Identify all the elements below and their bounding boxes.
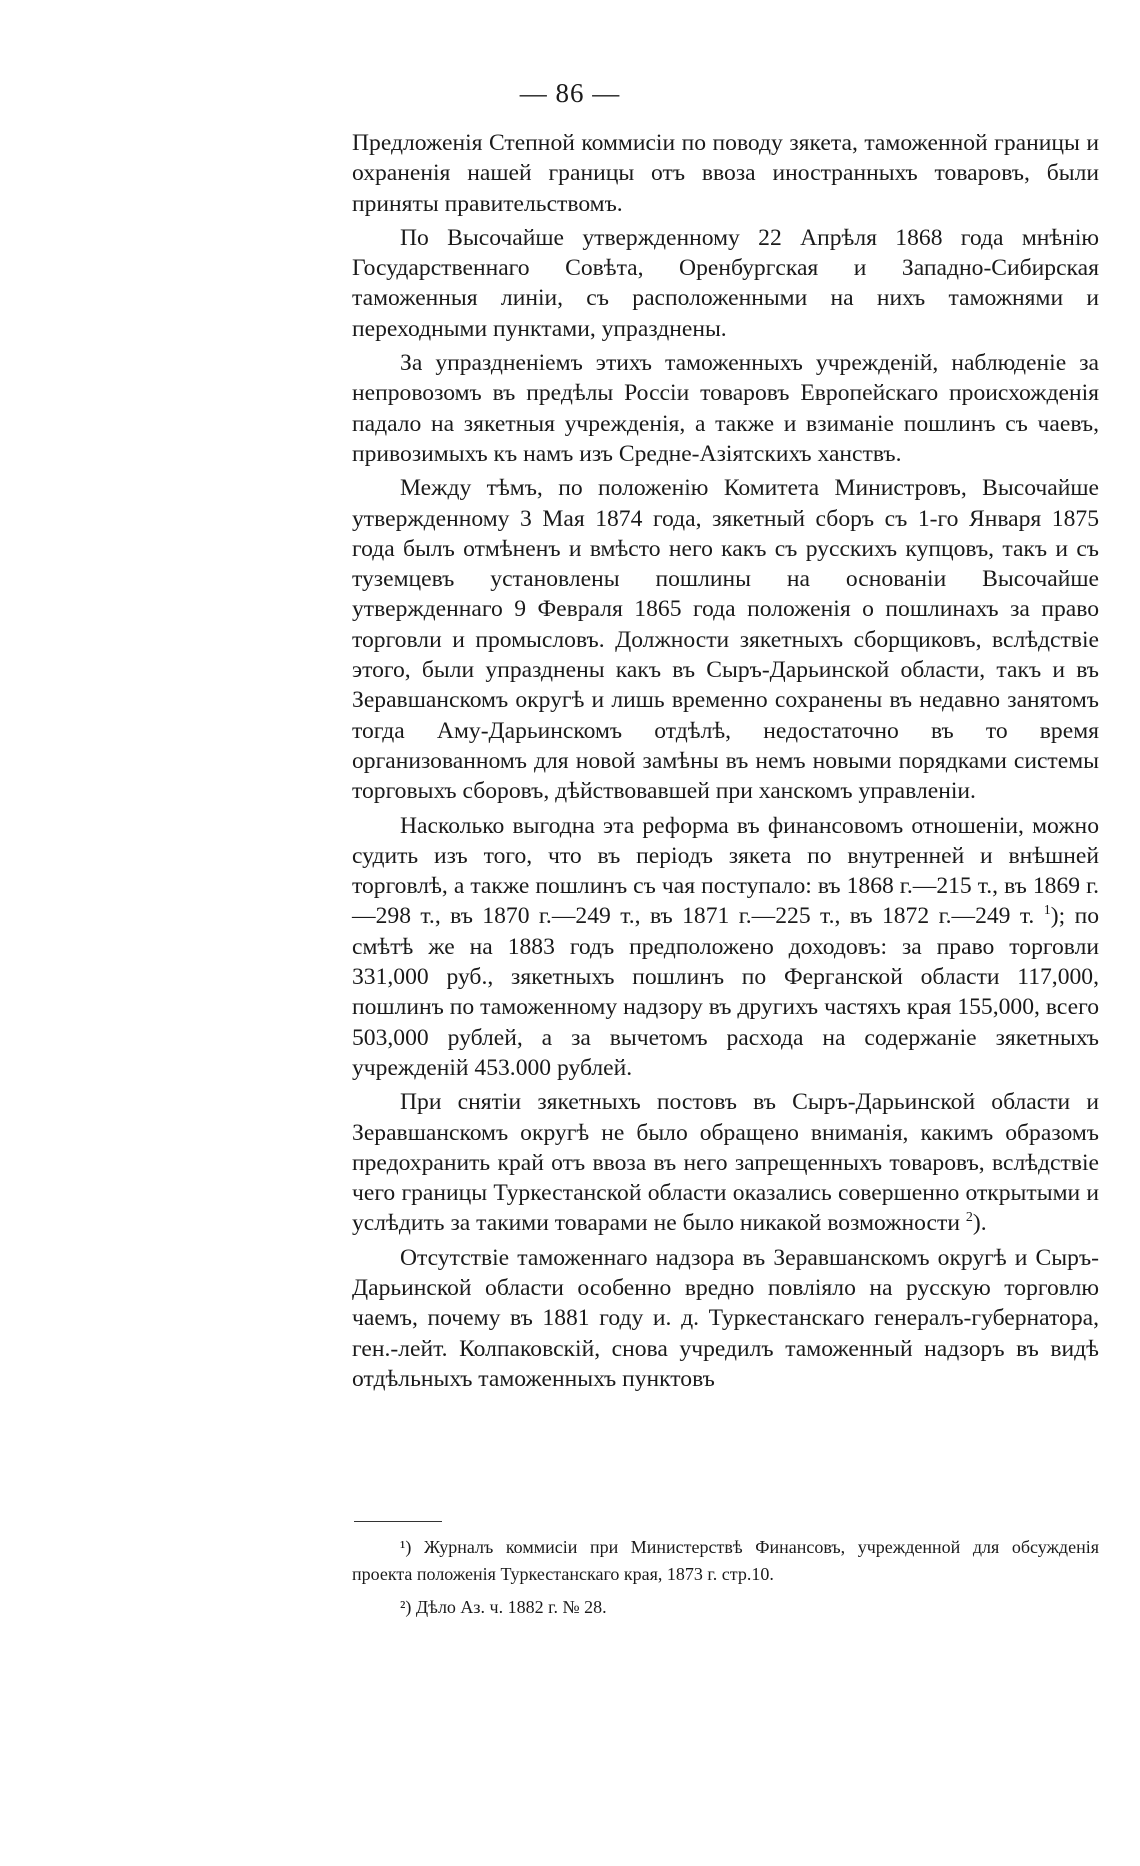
page-number: — 86 —	[519, 78, 621, 108]
footnote-marker: 1	[1043, 903, 1051, 919]
footnote-divider	[354, 1521, 442, 1522]
paragraph: За упраздненіемъ этихъ таможенныхъ учрежденій, наблюденіе за непровозомъ въ предѣлы Россіи товаровъ Европейскаго происхожденія падало на зякетныя учрежденія, а также и взиманіе пошлинъ съ чаевъ, привозимыхъ къ намъ изъ Средне-Азіятскихъ ханствъ.	[352, 350, 1099, 467]
paragraph-border	[352, 1087, 1099, 1238]
footnotes	[352, 1534, 1099, 1627]
paragraph-text: При снятіи зякетныхъ постовъ въ Сыръ-Дарьинской области и Зеравшанскомъ округѣ не было обращено вниманія, какимъ образомъ предохранить край отъ ввоза въ него запрещенныхъ товаровъ, вслѣдствіе чего границы Туркестанской области оказались совершенно открытыми и услѣдить за такими товарами не было никакой возможности	[352, 1089, 1099, 1237]
paragraph: По Высочайше утвержденному 22 Апрѣля 1868 года мнѣнію Государственнаго Совѣта, Оренбургская и Западно-Сибирская таможенныя линіи, съ расположенными на нихъ таможнями и переходными пунктами, упразднены.	[352, 224, 1099, 342]
paragraph: Между тѣмъ, по положенію Комитета Министровъ, Высочайше утвержденному 3 Мая 1874 года, зякетный сборъ съ 1-го Января 1875 года былъ отмѣненъ и вмѣсто него какъ съ русскихъ купцовъ, такъ и съ туземцевъ установлены пошлины на основаніи Высочайше утвержденнаго 9 Февраля 1865 года положенія о пошлинахъ за право торговли и промысловъ. Должности зякетныхъ сборщиковъ, вслѣдствіе этого, были упразднены какъ въ Сыръ-Дарьинской области, такъ и въ Зеравшанскомъ округѣ и лишь временно сохранены въ недавно занятомъ тогда Аму-Дарьинскомъ отдѣлѣ, недостаточно въ то время организованномъ для новой замѣны въ немъ новыми порядками системы торговыхъ сборовъ, дѣйствовавшей при ханскомъ управленіи.	[352, 475, 1099, 805]
footnote: ²) Дѣло Аз. ч. 1882 г. № 28.	[400, 1597, 607, 1617]
paragraph: Предложенія Степной коммисіи по поводу зякета, таможенной границы и охраненія нашей границы отъ ввоза иностранныхъ товаровъ, были приняты правительствомъ.	[352, 130, 1099, 217]
paragraph-text: ); по смѣтѣ же на 1883 годъ предположено доходовъ: за право торговли 331,000 руб., зякетныхъ пошлинъ по Ферганской области 117,000, пошлинъ по таможенному надзору въ другихъ частяхъ края 155,000, всего 503,000 рублей, а за вычетомъ расхода на содержаніе зякетныхъ учрежденій 453.000 рублей.	[352, 903, 1099, 1081]
paragraph: Отсутствіе таможеннаго надзора въ Зеравшанскомъ округѣ и Сыръ-Дарьинской области особенно вредно повліяло на русскую торговлю чаемъ, почему въ 1881 году и. д. Туркестанскаго генералъ-губернатора, ген.-лейт. Колпаковскій, снова учредилъ таможенный надзоръ въ видѣ отдѣльныхъ таможенныхъ пунктовъ	[352, 1244, 1099, 1392]
paragraph-reform	[352, 811, 1099, 1084]
main-text	[352, 128, 1099, 1398]
paragraph-text: Насколько выгодна эта реформа въ финансовомъ отношеніи, можно судить изъ того, что въ періодъ зякета по внутренней и внѣшней торговлѣ, а также пошлинъ съ чая поступало: въ 1868 г.—215 т., въ 1869 г.—298 т., въ 1870 г.—249 т., въ 1871 г.—225 т., въ 1872 г.—249 т.	[352, 812, 1099, 930]
paragraph-text: ).	[972, 1210, 987, 1237]
footnote-marker: 2	[965, 1210, 973, 1226]
footnote: ¹) Журналъ коммисіи при Министерствѣ Финансовъ, учрежденной для обсужденія проекта положенія Туркестанскаго края, 1873 г. стр.10.	[352, 1537, 1099, 1584]
